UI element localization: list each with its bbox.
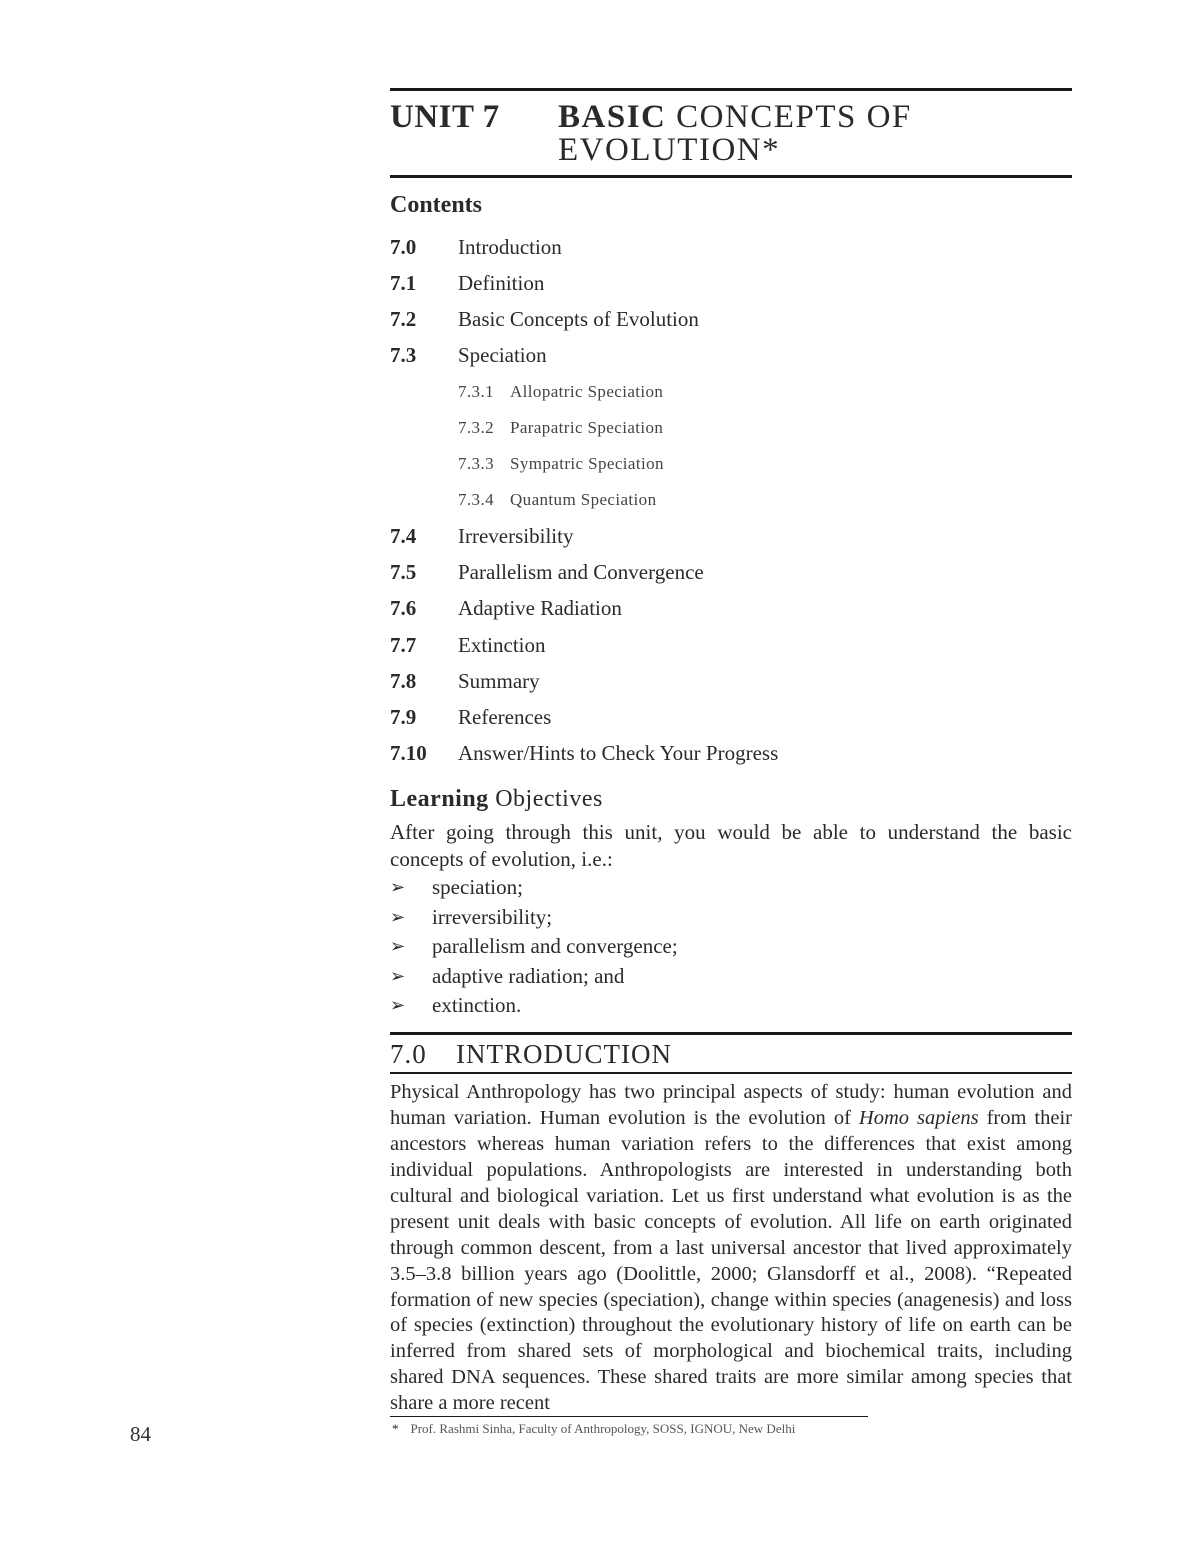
list-item xyxy=(390,991,1072,1021)
unit-number: UNIT 7 xyxy=(390,99,500,135)
toc-label: References xyxy=(458,705,552,730)
list-item xyxy=(390,902,1072,932)
toc-number: 7.0 xyxy=(390,234,417,259)
toc-subitem xyxy=(390,410,1072,446)
toc-subitem xyxy=(390,482,1072,518)
lo-item-text: adaptive radiation; and xyxy=(432,963,625,988)
toc-label: Adaptive Radiation xyxy=(458,596,622,621)
toc-item xyxy=(390,699,1072,735)
toc-number: 7.1 xyxy=(390,270,417,295)
contents-heading: Contents xyxy=(390,192,483,218)
unit-title-line2: EVOLUTION* xyxy=(558,132,781,168)
section-rule-bottom xyxy=(390,1072,1072,1074)
toc-label: Answer/Hints to Check Your Progress xyxy=(458,741,779,766)
section-number: 7.0 xyxy=(390,1039,427,1070)
page-content xyxy=(390,88,1072,1417)
toc-label: Introduction xyxy=(458,234,562,259)
list-item xyxy=(390,932,1072,962)
toc-label: Definition xyxy=(458,270,545,295)
page-number: 84 xyxy=(130,1422,151,1446)
learning-objectives-heading xyxy=(390,786,1072,813)
list-item xyxy=(390,873,1072,903)
lo-item-text: extinction. xyxy=(432,993,522,1018)
unit-title xyxy=(390,91,1072,169)
toc-item xyxy=(390,338,1072,374)
footnote-marker: * xyxy=(392,1421,399,1436)
unit-title-bold: BASIC xyxy=(558,99,667,135)
lo-heading-bold: Learning xyxy=(390,785,489,812)
footnote-text: Prof. Rashmi Sinha, Faculty of Anthropology, SOSS, IGNOU, New Delhi xyxy=(410,1421,796,1436)
footnote xyxy=(392,1421,795,1437)
toc-sub-label: Allopatric Speciation xyxy=(510,381,664,401)
unit-title-rest: CONCEPTS OF xyxy=(676,99,912,135)
intro-text-part1: Physical Anthropology has two principal aspects of study: human evolution and human variation. Human evolution is the evolution of xyxy=(390,1081,1072,1130)
footnote-rule xyxy=(390,1416,868,1417)
toc-sub-number: 7.3.3 xyxy=(458,454,494,474)
table-of-contents xyxy=(390,229,1072,772)
toc-item xyxy=(390,265,1072,301)
toc-sub-label: Parapatric Speciation xyxy=(510,418,664,438)
arrow-bullet-icon: ➢ xyxy=(390,906,406,927)
lo-item-text: irreversibility; xyxy=(432,904,553,929)
toc-sub-number: 7.3.1 xyxy=(458,381,494,401)
toc-sub-number: 7.3.2 xyxy=(458,418,494,438)
lo-item-text: speciation; xyxy=(432,875,523,900)
toc-item xyxy=(390,229,1072,265)
toc-sub-label: Quantum Speciation xyxy=(510,490,657,510)
toc-item xyxy=(390,301,1072,337)
arrow-bullet-icon: ➢ xyxy=(390,995,406,1016)
toc-subitem xyxy=(390,446,1072,482)
toc-label: Extinction xyxy=(458,632,546,657)
toc-label: Irreversibility xyxy=(458,524,574,549)
toc-sub-number: 7.3.4 xyxy=(458,490,494,510)
toc-item xyxy=(390,519,1072,555)
toc-number: 7.10 xyxy=(390,741,427,766)
toc-sub-label: Sympatric Speciation xyxy=(510,454,664,474)
toc-item xyxy=(390,591,1072,627)
toc-label: Parallelism and Convergence xyxy=(458,560,704,585)
toc-number: 7.3 xyxy=(390,343,417,368)
toc-item xyxy=(390,736,1072,772)
toc-label: Basic Concepts of Evolution xyxy=(458,306,699,331)
toc-item xyxy=(390,663,1072,699)
lo-list xyxy=(390,873,1072,1021)
introduction-paragraph xyxy=(390,1080,1072,1417)
toc-number: 7.6 xyxy=(390,596,417,621)
toc-number: 7.9 xyxy=(390,705,417,730)
arrow-bullet-icon: ➢ xyxy=(390,936,406,957)
toc-label: Speciation xyxy=(458,343,547,368)
lo-item-text: parallelism and convergence; xyxy=(432,934,678,959)
toc-number: 7.2 xyxy=(390,306,417,331)
arrow-bullet-icon: ➢ xyxy=(390,877,406,898)
lo-heading-rest: Objectives xyxy=(495,785,603,812)
section-heading xyxy=(390,1035,1072,1072)
toc-number: 7.7 xyxy=(390,632,417,657)
section-title: INTRODUCTION xyxy=(456,1039,672,1070)
toc-subitem xyxy=(390,374,1072,410)
unit-title-text xyxy=(558,101,912,167)
arrow-bullet-icon: ➢ xyxy=(390,965,406,986)
toc-number: 7.8 xyxy=(390,668,417,693)
toc-number: 7.5 xyxy=(390,560,417,585)
toc-label: Summary xyxy=(458,668,540,693)
toc-item xyxy=(390,627,1072,663)
toc-item xyxy=(390,555,1072,591)
toc-number: 7.4 xyxy=(390,524,417,549)
lo-intro-text: After going through this unit, you would be able to understand the basic concepts of evolution, i.e.: xyxy=(390,819,1072,871)
intro-text-part2: from their ancestors whereas human variation refers to the differences that exist among individual populations. Anthropologists are interested in understanding both cultural and biological variation. Let us first understand what evolution is as the present unit deals with basic concepts of evolution. All life on earth originated through common descent, from a last universal ancestor that lived approximately 3.5–3.8 billion years ago (Doolittle, 2000; Glansdorff et al., 2008). “Repeated formation of new species (speciation), change within species (anagenesis) and loss of species (extinction) throughout the evolutionary history of life on earth can be inferred from shared sets of morphological and biochemical traits, including shared DNA sequences. These shared traits are more similar among species that share a more recent xyxy=(390,1107,1072,1415)
intro-text-italic: Homo sapiens xyxy=(858,1107,979,1130)
list-item xyxy=(390,961,1072,991)
title-rule-bottom xyxy=(390,175,1072,178)
